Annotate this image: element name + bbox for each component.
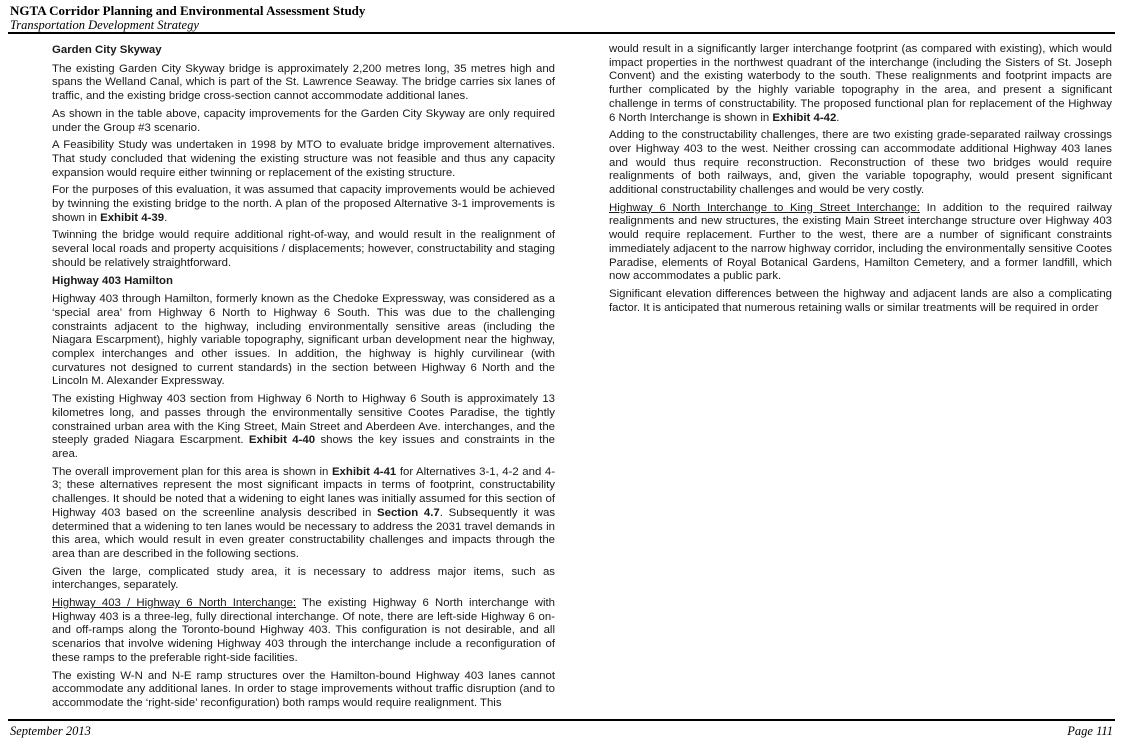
bold-reference: Exhibit 4-42 — [772, 111, 837, 124]
text-run: Highway 403 through Hamilton, formerly known as the Chedoke Expressway, was considered as a ‘special area’ from Highway 6 North to Highway 6 South. This was due to the challenging constraints adjacent to the highway, including environmentally sensitive areas (including the Niagara Escarpment), highly variable topography, significant urban development near the highway, complex interchanges and other issues. In addition, the highway is highly curvilinear (with curvatures not designed to current standards) in the section between Highway 6 North and the Lincoln M. Alexander Expressway. — [52, 293, 555, 388]
text-run: Significant elevation differences between the highway and adjacent lands are also a complicating factor. It is anticipated that numerous retaining walls or similar treatments will be required in order — [609, 287, 1112, 314]
text-run: . Subsequently it was determined that a widening to ten lanes would be necessary to address the 2031 travel demands in this area, which would result in even greater constructability challenges and impacts through the area than are described in the following sections. — [52, 506, 556, 560]
text-run: The existing Highway 403 section from Highway 6 North to Highway 6 South is approximately 13 kilometres long, and passes through the environmentally sensitive Cootes Paradise, the tightly constrained urban area with the King Street, Main Street and Aberdeen Ave. interchanges, and the steeply graded Niagara Escarpment. — [52, 393, 555, 447]
paragraph — [52, 566, 555, 593]
footer-rule — [8, 719, 1115, 721]
bold-reference: Exhibit 4-40 — [248, 434, 316, 447]
paragraph — [609, 288, 1112, 315]
paragraph — [52, 670, 555, 711]
text-run: . — [836, 111, 840, 124]
text-run: The overall improvement plan for this area is shown in — [52, 465, 332, 478]
paragraph — [52, 293, 555, 389]
text-run: In addition to the required railway realignments and new structures, the existing Main Street interchange structure over Highway 403 would require replacement. Further to the west, there are a number of significant constraints immediately adjacent to the narrow highway corridor, including the environmentally sensitive Cootes Paradise, elements of Royal Botanical Gardens, Hamilton Cemetery, and a former landfill, which now accommodates a public park. — [609, 201, 1113, 283]
footer-page-number: Page 111 — [1067, 724, 1113, 738]
paragraph — [52, 393, 555, 462]
underlined-lead-in: Highway 403 / Highway 6 North Interchange: — [52, 597, 297, 610]
section-heading — [52, 44, 555, 58]
text-run: shows the key issues and constraints in the area. — [52, 434, 556, 460]
text-run: Adding to the constructability challenges, there are two existing grade-separated railway crossings over Highway 403 to the west. Neither crossing can accommodate additional Highway 403 lanes and would thus require reconstruction. Reconstruction of these two bridges would require realignments of both railways, and, given the variable topography, would present significant additional constructability challenges and would be very costly. — [609, 129, 1112, 197]
document-title: NGTA Corridor Planning and Environmental Assessment Study — [10, 3, 366, 18]
section-heading — [52, 275, 555, 289]
paragraph — [52, 229, 555, 270]
text-run: The existing Garden City Skyway bridge is approximately 2,200 metres long, 35 metres high and spans the Welland Canal, which is part of the St. Lawrence Seaway. The bridge carries six lanes of traffic, and the existing bridge cross-section cannot accommodate additional lanes. — [52, 62, 555, 103]
paragraph — [52, 63, 555, 104]
paragraph — [609, 43, 1112, 125]
paragraph — [52, 466, 555, 562]
text-run: The existing W-N and N-E ramp structures over the Hamilton-bound Highway 403 lanes cannot accommodate any additional lanes. In order to stage improvements without traffic disruption (and to accommodate the ‘right-side’ reconfiguration) both ramps would require realignment. This — [52, 669, 555, 709]
right-column — [609, 43, 1112, 319]
bold-reference: Section 4.7 — [377, 506, 440, 519]
bold-reference: Exhibit 4-41 — [331, 465, 397, 478]
text-run: For the purposes of this evaluation, it was assumed that capacity improvements would be achieved by twinning the existing bridge to the north. A plan of the proposed Alternative 3-1 improvements is shown in — [52, 184, 555, 224]
paragraph — [52, 139, 555, 180]
paragraph — [609, 129, 1112, 198]
paragraph — [52, 108, 555, 135]
document-subtitle: Transportation Development Strategy — [10, 18, 199, 32]
text-run: Garden City Skyway — [52, 44, 162, 56]
text-run: Twinning the bridge would require additional right-of-way, and would result in the realignment of several local roads and property acquisitions / displacements; however, constructability and staging should be relatively straightforward. — [52, 229, 555, 269]
text-run: A Feasibility Study was undertaken in 1998 by MTO to evaluate bridge improvement alternatives. That study concluded that widening the existing structure was not feasible and thus any capacity expansion would require either twinning or replacement of the existing structure. — [52, 139, 555, 179]
text-run: The existing Highway 6 North interchange with Highway 403 is a three-leg, fully directional interchange. Of note, there are left-side Highway 6 on- and off-ramps along the Toronto-bound Highway 403. This configuration is not desirable, and all scenarios that involve widening Highway 403 through the interchange include a reconfiguration of these ramps to the preferable right-side facilities. — [52, 597, 555, 664]
footer-date: September 2013 — [10, 724, 91, 738]
paragraph — [609, 202, 1112, 284]
left-column — [52, 43, 555, 715]
page-header — [10, 3, 1113, 32]
bold-reference: Exhibit 4-39 — [100, 211, 165, 224]
text-run: As shown in the table above, capacity improvements for the Garden City Skyway are only required under the Group #3 scenario. — [52, 107, 555, 134]
header-rule — [8, 32, 1115, 34]
paragraph — [52, 184, 555, 225]
underlined-lead-in: Highway 6 North Interchange to King Street Interchange: — [609, 201, 920, 214]
text-run: would result in a significantly larger interchange footprint (as compared with existing), which would impact properties in the northwest quadrant of the interchange (including the Sisters of St. Joseph Convent) and the existing waterbody to the south. These realignments and footprint impacts are further complicated by the highly variable topography in the area, and present a significant challenge in terms of constructability. The proposed functional plan for replacement of the Highway 6 North Interchange is shown in — [609, 43, 1112, 124]
text-run: Given the large, complicated study area, it is necessary to address major items, such as interchanges, separately. — [52, 565, 555, 592]
text-run: . — [164, 211, 168, 224]
text-run: Highway 403 Hamilton — [52, 274, 173, 287]
text-run: for Alternatives 3-1, 4-2 and 4-3; these alternatives represent the most significant impacts in terms of footprint, constructability challenges. It should be noted that a widening to eight lanes was initially assumed for this section of Highway 403 based on the screenline analysis described in — [52, 465, 555, 519]
paragraph — [52, 597, 555, 666]
